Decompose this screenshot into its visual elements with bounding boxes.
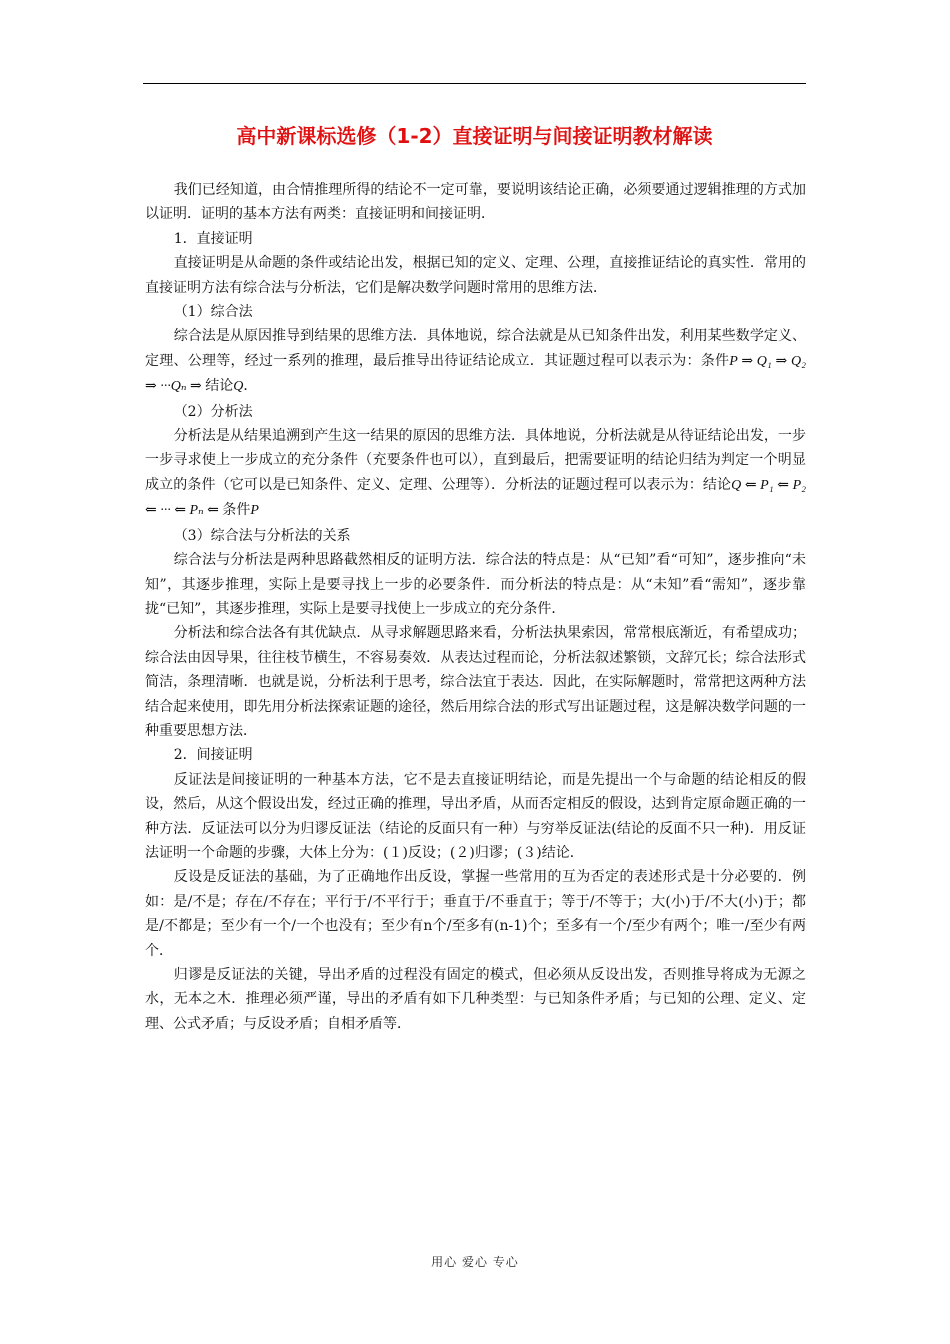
analysis-paragraph (145, 424, 806, 524)
page-footer: 用心 爱心 专心 (431, 1255, 519, 1269)
indirect-proof-paragraph-3: 归谬是反证法的关键，导出矛盾的过程没有固定的模式，但必须从反设出发，否则推导将成为无源之水，无本之木．推理必须严谨，导出的矛盾有如下几种类型：与已知条件矛盾；与已知的公理、定义、定理、公式矛盾；与反设矛盾；自相矛盾等． (145, 967, 806, 1032)
synthesis-end-word: 结论 (205, 378, 234, 395)
analysis-text: 分析法是从结果追溯到产生这一结果的原因的思维方法．具体地说，分析法就是从待证结论出发，一步一步寻求使上一步成立的充分条件（充要条件也可以），直到最后，把需要证明的结论归结为判定一个明显成立的条件（它可以是已知条件、定义、定理、公理等）．分析法的证题过程可以表示为：结论 (145, 428, 806, 493)
relation-paragraph-2: 分析法和综合法各有其优缺点．从寻求解题思路来看，分析法执果索因，常常根底渐近，有希望成功；综合法由因导果，往往枝节横生，不容易奏效．从表达过程而论，分析法叙述繁锁，文辞冗长；综合法形式简洁，条理清晰．也就是说，分析法利于思考，综合法宜于表达．因此，在实际解题时，常常把这两种方法结合起来使用，即先用分析法探索证题的途径，然后用综合法的形式写出证题过程，这是解决数学问题的一种重要思想方法． (145, 625, 806, 739)
subheading-analysis: （2）分析法 (173, 403, 253, 420)
subheading-relation: （3）综合法与分析法的关系 (173, 527, 351, 544)
section-heading-indirect-proof: 2．间接证明 (173, 747, 253, 764)
document-body (145, 178, 806, 1036)
analysis-end-word: 条件 (222, 502, 251, 519)
section-heading-direct-proof: 1．直接证明 (173, 230, 253, 247)
indirect-proof-paragraph-1: 反证法是间接证明的一种基本方法，它不是去直接证明结论，而是先提出一个与命题的结论相反的假设，然后，从这个假设出发，经过正确的推理，导出矛盾，从而否定相反的假设，达到肯定原命题正确的一种方法．反证法可以分为归谬反证法（结论的反面只有一种）与穷举反证法(结论的反面不只一种)．用反证法证明一个命题的步骤，大体上分为：(１)反设；(２)归谬；(３)结论． (145, 771, 806, 861)
direct-proof-paragraph: 直接证明是从命题的条件或结论出发，根据已知的定义、定理、公理，直接推证结论的真实性．常用的直接证明方法有综合法与分析法，它们是解决数学问题时常用的思维方法． (145, 255, 806, 296)
page-title: 高中新课标选修（1-2）直接证明与间接证明教材解读 (236, 124, 713, 148)
subheading-synthesis: （1）综合法 (173, 304, 253, 321)
synthesis-formula: P ⇒ Q₁ ⇒ Q₂ ⇒ ···Qₙ ⇒ (145, 353, 806, 395)
intro-paragraph: 我们已经知道，由合情推理所得的结论不一定可靠，要说明该结论正确，必须要通过逻辑推理的方式加以证明．证明的基本方法有两类：直接证明和间接证明． (145, 182, 806, 223)
synthesis-end-var: Q (233, 379, 244, 395)
synthesis-paragraph (145, 324, 806, 399)
synthesis-end-punct: ． (243, 378, 258, 395)
analysis-end-var: P (250, 503, 259, 519)
analysis-formula: Q ⇐ P₁ ⇐ P₂ ⇐ ··· ⇐ Pₙ ⇐ (145, 477, 806, 519)
relation-paragraph-1: 综合法与分析法是两种思路截然相反的证明方法．综合法的特点是：从“已知”看“可知”，逐步推向“未知”，其逐步推理，实际上是要寻找上一步的必要条件．而分析法的特点是：从“未知”看“需知”，逐步靠拢“已知”，其逐步推理，实际上是要寻找使上一步成立的充分条件． (145, 552, 806, 617)
header-rule (143, 83, 806, 84)
indirect-proof-paragraph-2: 反设是反证法的基础，为了正确地作出反设，掌握一些常用的互为否定的表述形式是十分必要的．例如：是/不是；存在/不存在；平行于/不平行于；垂直于/不垂直于；等于/不等于；大(小)于/不大(小)于；都是/不都是；至少有一个/一个也没有；至少有n个/至多有(n-1)个；至多有一个/至少有两个；唯一/至少有两个． (145, 869, 806, 959)
synthesis-text: 综合法是从原因推导到结果的思维方法．具体地说，综合法就是从已知条件出发，利用某些数学定义、定理、公理等，经过一系列的推理，最后推导出待证结论成立．其证题过程可以表示为：条件 (145, 328, 806, 369)
